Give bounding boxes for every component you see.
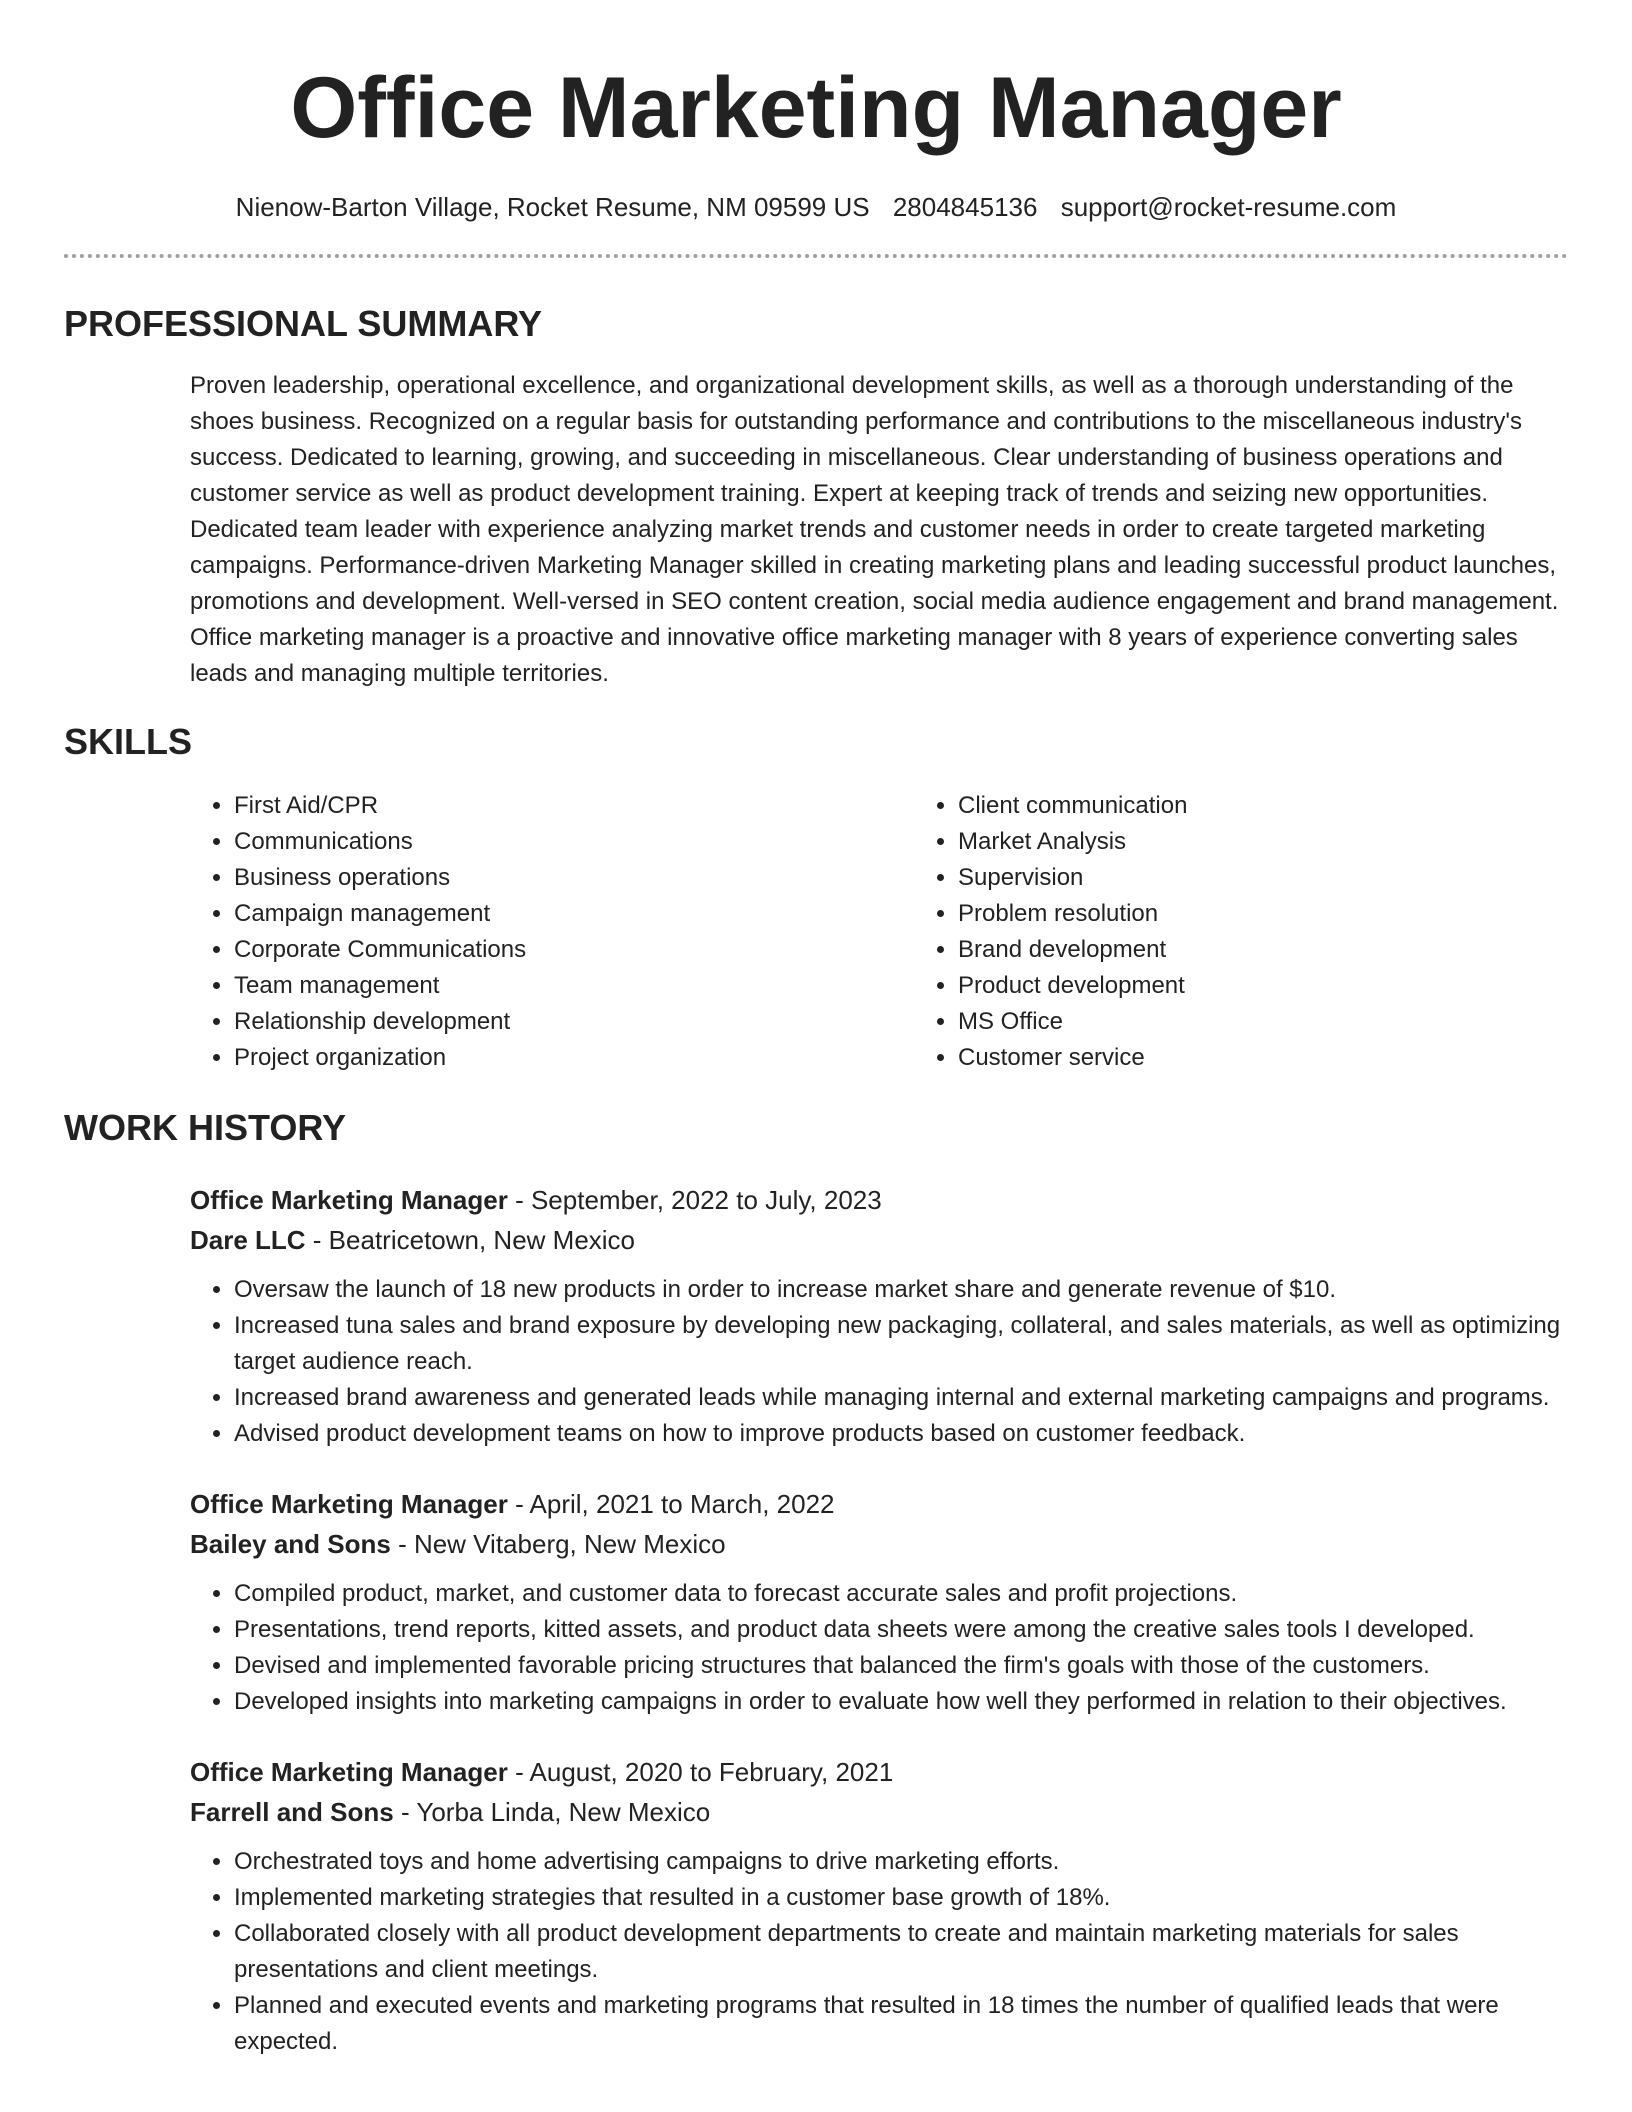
skill-item: • Corporate Communications: [234, 932, 914, 968]
resume-title: Office Marketing Manager: [290, 60, 1342, 156]
job-company-line: [190, 1524, 1568, 1564]
skill-item: • Product development: [958, 968, 1187, 1004]
job-company: Dare LLC: [190, 1225, 306, 1255]
summary-text: Proven leadership, operational excellence, and organizational development skills, as well as a thorough understanding of the shoes business. Recognized on a regular basis for outstanding performance and contributions to the miscellaneous industry's success. Dedicated to learning, growing, and succeeding in miscellaneous. Clear understanding of business operations and customer service as well as product development training. Expert at keeping track of trends and seizing new opportunities. Dedicated team leader with experience analyzing market trends and customer needs in order to create targeted marketing campaigns. Performance-driven Marketing Manager skilled in creating marketing plans and leading successful product launches, promotions and development. Well-versed in SEO content creation, social media audience engagement and brand management. Office marketing manager is a proactive and innovative office marketing manager with 8 years of experience converting sales leads and managing multiple territories.: [190, 372, 1559, 687]
job-role-line: [190, 1752, 1568, 1792]
skill-item: • Client communication: [958, 788, 1187, 824]
job-bullet: • Advised product development teams on how to improve products based on customer feedback.: [234, 1416, 1568, 1452]
job-bullet: • Increased tuna sales and brand exposure by developing new packaging, collateral, and sales materials, as well as optimizing target audience reach.: [234, 1308, 1568, 1380]
job-company-line: [190, 1792, 1568, 1832]
job-company: Farrell and Sons: [190, 1797, 394, 1827]
skill-item: • Supervision: [958, 860, 1187, 896]
job-company-line: [190, 1220, 1568, 1260]
contact-email: support@rocket-resume.com: [1060, 192, 1397, 222]
job-dates: - September, 2022 to July, 2023: [507, 1185, 882, 1215]
skill-item: • Campaign management: [234, 896, 914, 932]
job-bullet: • Orchestrated toys and home advertising campaigns to drive marketing efforts.: [234, 1844, 1568, 1880]
job-bullet: • Collaborated closely with all product development departments to create and maintain marketing materials for sales presentations and client meetings.: [234, 1916, 1568, 1988]
skills-grid: [190, 788, 1568, 1076]
job-bullets: [190, 1576, 1568, 1720]
job-role: Office Marketing Manager: [190, 1489, 508, 1519]
work-history-heading: WORK HISTORY: [64, 1107, 347, 1148]
job-bullet: • Compiled product, market, and customer data to forecast accurate sales and profit projections.: [234, 1576, 1568, 1612]
job-location: - Yorba Linda, New Mexico: [393, 1797, 711, 1827]
skill-item: • Customer service: [958, 1040, 1187, 1076]
job-bullet: • Oversaw the launch of 18 new products in order to increase market share and generate revenue of $10.: [234, 1272, 1568, 1308]
job-bullet: • Presentations, trend reports, kitted assets, and product data sheets were among the creative sales tools I developed.: [234, 1612, 1568, 1648]
job-role-line: [190, 1180, 1568, 1220]
contact-phone: 2804845136: [892, 192, 1038, 222]
job-bullets: [190, 1272, 1568, 1452]
skills-heading: SKILLS: [64, 721, 193, 762]
job-role: Office Marketing Manager: [190, 1185, 508, 1215]
job-role: Office Marketing Manager: [190, 1757, 508, 1787]
job-role-line: [190, 1484, 1568, 1524]
skill-item: • Market Analysis: [958, 824, 1187, 860]
skill-item: • MS Office: [958, 1004, 1187, 1040]
skill-item: • Business operations: [234, 860, 914, 896]
job-entry: [190, 1484, 1568, 1720]
summary-heading: PROFESSIONAL SUMMARY: [64, 303, 543, 344]
job-entry: [190, 1752, 1568, 2060]
job-dates: - April, 2021 to March, 2022: [507, 1489, 835, 1519]
skill-item: • Relationship development: [234, 1004, 914, 1040]
job-bullet: • Developed insights into marketing campaigns in order to evaluate how well they performed in relation to their objectives.: [234, 1684, 1568, 1720]
skill-item: • Project organization: [234, 1040, 914, 1076]
job-bullet: • Planned and executed events and marketing programs that resulted in 18 times the number of qualified leads that were expected.: [234, 1988, 1568, 2060]
job-dates: - August, 2020 to February, 2021: [507, 1757, 894, 1787]
job-bullet: • Increased brand awareness and generated leads while managing internal and external marketing campaigns and programs.: [234, 1380, 1568, 1416]
job-bullet: • Implemented marketing strategies that resulted in a customer base growth of 18%.: [234, 1880, 1568, 1916]
skill-item: • Team management: [234, 968, 914, 1004]
skill-item: • First Aid/CPR: [234, 788, 914, 824]
skill-item: • Communications: [234, 824, 914, 860]
contact-line: [64, 190, 1568, 224]
job-company: Bailey and Sons: [190, 1529, 391, 1559]
job-bullet: • Devised and implemented favorable pricing structures that balanced the firm's goals with those of the customers.: [234, 1648, 1568, 1684]
job-location: - Beatricetown, New Mexico: [305, 1225, 636, 1255]
skills-column-right: [914, 788, 1187, 1076]
job-bullets: [190, 1844, 1568, 2060]
skills-column-left: [190, 788, 914, 1076]
contact-address: Nienow-Barton Village, Rocket Resume, NM 09599 US: [235, 192, 870, 222]
skill-item: • Problem resolution: [958, 896, 1187, 932]
header-divider: [64, 254, 1568, 258]
job-location: - New Vitaberg, New Mexico: [390, 1529, 726, 1559]
skill-item: • Brand development: [958, 932, 1187, 968]
job-entry: [190, 1180, 1568, 1452]
